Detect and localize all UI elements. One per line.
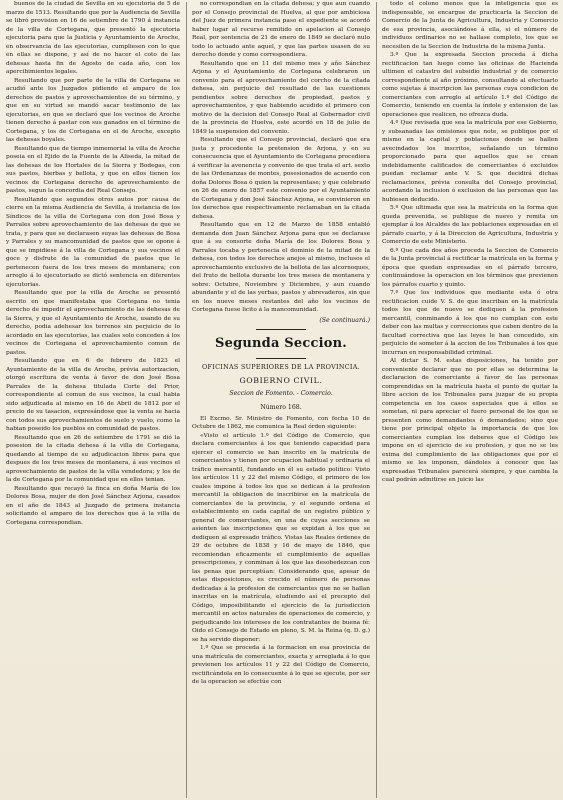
separator-rule	[256, 329, 306, 330]
paragraph: «Visto el artículo 1.º del Código de Comercio, que declara comerciantes á los que teniendo capacidad para ejercer el comercio se han inscrito en la matrícula de comerciantes y tienen por ocupacion habitual y ordinaria el tráfico mercantil, fundando en él su estado político: Visto los artículos 11 y 22 del mismo Código, el primero de los cuales impone á todos los que se dedican á la profesion mercantil la obligacion de inscribirse en la matrícula de comerciantes de la provincia, y el segundo ordena el establecimiento en cada capital de un registro público y general de comerciantes, en una de cuyas secciones se asienten las inscripciones que se expidan á los que se dediquen al expresado tráfico. Vistas las Reales órdenes de 29 de octubre de 1838 y 16 de mayo de 1846, que recomiendan eficazmente el cumplimiento de aquellas prescripciones, y conminan á los que las desobedezcan con las penas que perceptúan: Considerando que, apesar de estas disposiciones, es crecido el número de personas dedicadas á la profesion de comerciantes que no se hallan inscritas en la matrícula, eludiendo así el precepto del Código, imposibilitando el ejercicio de la jurisdiccion mercantil en actos naturales de operaciones de comercio, y perjudicando los intereses de los contratantes de buena fé: Oido el Consejo de Estado en pleno, S. M. la Reina (q. D. g.) se ha servido disponer:	[192, 432, 370, 643]
column-divider-1	[186, 2, 187, 798]
paragraph: Resultando que en 26 de setiembre de 1791 se dió la posesion de la citada dehesa á la villa de Cortegana, quedando al tiempo de su adjudicacion libres para que despues de los tres meses de montanera, á sus vecinos el aprovechamiento de pastos de la villa vendedora; y los de la de Cortegana por la comunidad que en ellos tenian.	[6, 434, 180, 483]
paragraph: Resultando que el Consejo provincial, declaró que era justa y procedente la pretension de Arjona, y en su consecuencia que el Ayuntamiento de Cortegana procediera á verificar la avenencia y convenio de que trata el art. sexto de las Ordenanzas de montes, posesionados de acuerdo con doña Dolores Bosa ó quien la representase; y que celebrado en 26 de enero de 1857 este convenio por el Ayuntamiento de Cortegana y don José Sánchez Arjona, se convinieron en los derechos que respectivamente reclamaban en la citada dehesa.	[192, 137, 370, 220]
paragraph: Resultando que por la villa de Aroche se presentó escrito en que manifestaba que Cortegana no tenia derecho de impedir el aprovechamiento de las dehesas de la Sierra, y que el Ayuntamiento de Aroche, usando de su derecho, podia adehesar los terrenos sin perjuicio de lo acordado en las ejecutorias, las cuales solo conceden á los vecinos de Cortegana el aprovechamiento comun de pastos.	[6, 290, 180, 356]
separator-rule	[256, 358, 306, 359]
column-middle	[192, 0, 370, 800]
section-title: Segunda Seccion.	[215, 336, 347, 351]
continued-note: (Se continuará.)	[319, 316, 370, 324]
paragraph: Resultando que por parte de la villa de Cortegana se acudió ante los Juzgados pidiendo el amparo de los derechos de pastos y aprovechamientos de su término, y que en su virtud se mandó sacar testimonio de las ejecutorias, en que se declaró que los vecinos de Aroche tienen derecho á pastar con sus ganados en el término de Cortegana, y los de Cortegana en el de Aroche, excepto las dehesas boyales.	[6, 77, 180, 143]
column-right	[382, 0, 558, 800]
paragraph: Al dictar S. M. estas disposiciones, ha tenido por conveniente declarar que no por ellas se determina la declaracion de comerciante á favor de las personas comprendidas en la matrícula hasta el punto de quitar la libre accion de los Tribunales para juzgar de su propia competencia en los casos especiales que á ellos se sometan, ni para apreciar el fuero personal de los que se presenten como demandantes ó demandados; sino que tiene por principal objeto la importancia de que los comerciantes cumplan los deberes que el Código les impone en el ejercicio de su profesion, y que no se les exima del cumplimiento de las obligaciones que por el mismo se les imponen, dándoles á conocer que las expresadas Tribunales parecerá siempre, y que cambia la cual podrán admitirse en juicio las	[382, 358, 558, 483]
offices-heading: OFICINAS SUPERIORES DE LA PROVINCIA.	[202, 363, 360, 371]
paragraph: El Excmo. Sr. Ministro de Fomento, con fecha 10 de Octubre de 1862, me comunica la Real órden siguiente:	[192, 415, 370, 430]
paragraph: Resultando que recayó la finca en doña María de los Dolores Bosa, mujer de don José Sánchez Arjona, casados en el año de 1843 al Juzgado de primera instancia solicitando el amparo de los derechos que á la villa de Cortegana correspondian.	[6, 485, 180, 526]
paragraph: 6.º Que cada dos años proceda la Seccion de Comercio de la Junta provincial á rectificar la matrícula en la forma y época que quedan expresadas en el párrafo tercero, continuándose la operacion en los términos que previenen los párrafos cuarto y quinto.	[382, 247, 558, 288]
paragraph: 7.º Que los individuos que mediante esta ó otra rectificacion cuide V. S. de que inscriban en la matrícula todos los que de nuevo se dediquen á la profesion mercantil, conminando á los que no cumplan con este deber con las multas y correcciones que caben dentro de la facultad correctiva que las leyes le han concedido, sin perjuicio de someter á la accion de los Tribunales á los que incurran en responsabilidad criminal.	[382, 290, 558, 356]
paragraph: todo el colono menos que la inteligencia que es indispensable, se encargue de practicarla la Seccion de Comercio de la Junta de Agricultura, Industria y Comercio de esa provincia, asociándose á ella, si el número de individuos ordinarios no se hallase completo, los que se necesiten de la Seccion de Industria de la misma Junta.	[382, 1, 558, 50]
paragraph: Resultando que en 11 del mismo mes y año Sánchez Arjona y el Ayuntamiento de Cortegana celebraron un convenio para el aprovechamiento del corcho de la citada dehesa, sin perjuicio del resultado de las cuestiones pendientes sobre derechos de propiedad, pastos y aprovechamientos, y que habiendo acudido el primero con motivo de la decision del Consejo Real al Gobernador civil de la provincia de Huelva, este acordó en 18 de julio de 1849 la suspension del convenio.	[192, 60, 370, 135]
paragraph: Resultando que en 6 de febrero de 1823 el Ayuntamiento de la villa de Aroche, prévia autorizacion, otorgó escritura de venta á favor de don José Bosa Parrales de la dehesa titulada Corte del Prior, correspondiente al comun de sus vecinos, la cual habia sido adjudicada al mismo en 16 de Abril de 1812 por el precio de su tasacion, expresándose que la venta se hacia con todos sus aprovechamientos de suelo y vuelo, como la habian poseido los pueblos en comunidad de pastos.	[6, 358, 180, 432]
paragraph: 3.º Que la expresada Seccion proceda á dicha rectificacion tan luego como las oficinas de Hacienda ultimen el catastro del subsidio industrial y de comercio correspondiente al año próximo, consultando al efectuarlo como sujetas á inscripcion las personas cuya condicion de comerciantes con arreglo al artículo 1.º del Código de Comercio, teniendo en cuenta la índole y extension de las operaciones que realicen, no ofrezca duda.	[382, 52, 558, 118]
paragraph: Resultando que en 12 de Marzo de 1858 entabló demanda don Juan Sánchez Arjona para que se declarase que á su consorte doña María de los Dolores Bosa y Parrales tocaba y pertenecia el dominio de la mitad de la dehesa, con todos los derechos anejos al mismo, inclusos el aprovechamiento exclusivo de la bellota de las alcornoques, del fruto de bellota durante los tres meses de montanera y sobre: Octubre, Noviembre y Diciembre, y aun cuando abundante y el de las yerbas, pastos y abrevaderos, sin que en los nueve meses restantes del año los vecinos de Cortegana fuese licito á la mancomunidad.	[192, 222, 370, 313]
paragraph: Resultando que de tiempo inmemorial la villa de Aroche poseia en el Ejido de la Fuente de la Aliseda, la mitad de las dehesas de los Hortales de la Sierra y Bodegas, con sus pastos, hierbas y bellota, y que en ellos tienen los vecinos de Cortegana derecho de aprovechamiento de pastos, segun la concordia del Real Consejo.	[6, 145, 180, 194]
paragraph: buenos de la ciudad de Sevilla en su ejecutoria de 5 de marzo de 1513. Resultando que por la Audiencia de Sevilla se libró provision en 16 de setiembre de 1790 á instancia de la villa de Cortegana, que presentó la ejecutoria ejecutoria para que la Justicia y Ayuntamiento de Aroche, en observancia de las ejecutorias, cumpliesen con lo que en ellas se dispone, y así de no hacer el coto de las dehesas hasta fin de Agosto de cada año, con los apercibimientos legales.	[6, 1, 180, 75]
government-heading: GOBIERNO CIVIL.	[239, 376, 323, 385]
column-divider-2	[376, 2, 377, 798]
department-heading: Seccion de Fomento. - Comercio.	[229, 390, 333, 397]
paragraph: no correspondian en la citada dehesa; y que aun cuando por el Consejo provincial de Huelva, al que por ambiciosa del Juez de primera instancia paso el expediente se acordó haber lugar al recurso remitido en apelacion al Consejo Real, por sentencia de 21 de enero de 1849 se declaró nulo todo lo actuado ante aquel, y que las partes usasen de su derecho donde y como correspondiera.	[192, 1, 370, 58]
column-left	[6, 0, 180, 800]
paragraph: 1.º Que se proceda á la formacion en esa provincia de una matrícula de comerciantes, exacta y arreglada á lo que previenen los artículos 11 y 22 del Código de Comercio, rectificándola en lo consecuente á lo que se ejecute, por ser de la operacion se efectúe con	[192, 645, 370, 685]
paragraph: Resultando que segundos otros autos por causa de cierre en la misma Audiencia de Sevilla, á instancia de los Síndicos de la villa de Cortegana con don José Bosa y Parrales sobre aprovechamiento de las dehesas de que se trata, y para que se declarasen suyas las dehesas de Bosa y Parrales y su mancomunidad de pastos que se opone á que se impidiese á la villa de Cortegana y sus vecinos el goce y disfrute de la comunidad de pastos que le pertenecen fuera de los tres meses de montanera; con arreglo á lo ejecutoriado se dictó sentencia en diferentes ejecutorias.	[6, 196, 180, 288]
paragraph: 5.º Que ultimada que sea la matrícula en la forma que queda prevenida, se publique de nuevo y remita un ejemplar á los Alcaldes de las poblaciones expresadas en el párrafo cuarto, y á la Direccion de Agricultura, Industria y Comercio de este Ministerio.	[382, 205, 558, 245]
paragraph: 4.º Que revisada que sea la matrícula por ese Gobierno, y subsanadas las omisiones que note, se publique por el mismo en la capital y poblaciones donde se hallen avecindados los inscritos, señalando un término proporcionado para que aquellos que se crean indebidamente calificados de comerciantes ó excluidos puedan reclamar ante V. S. que decidirá dichas reclamaciones, prévia consulta del Consejo provincial, acordando la inclusion ó exclusion de las personas que las hubiesen deducido.	[382, 120, 558, 203]
document-number: Número 168.	[260, 404, 302, 411]
